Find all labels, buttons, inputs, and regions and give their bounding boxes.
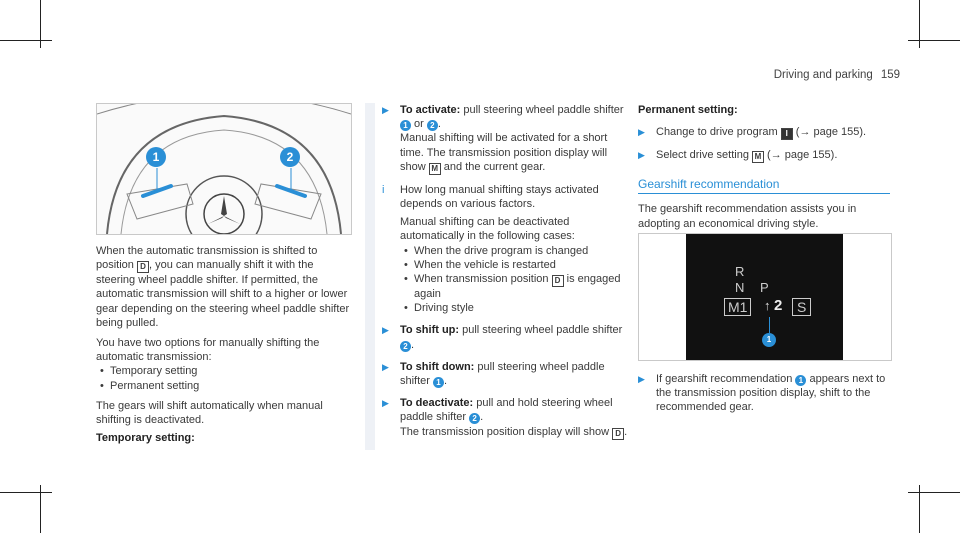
- section-title: Gearshift recommendation: [638, 177, 890, 194]
- gear-p: P: [760, 280, 769, 295]
- step-arrow-icon: ▶: [638, 127, 645, 138]
- list-item: • Driving style: [400, 301, 632, 315]
- info-icon: i: [382, 183, 385, 196]
- badge-1: 1: [762, 333, 776, 347]
- d-key-icon: D: [137, 261, 149, 273]
- list-item: • Permanent setting: [96, 379, 352, 393]
- list-item: • When the drive program is changed: [400, 244, 632, 258]
- badge-2: 2: [427, 120, 438, 131]
- column-3: [638, 103, 890, 231]
- permanent-heading: Permanent setting:: [638, 104, 738, 116]
- upshift-arrow-icon: ↑: [764, 298, 771, 313]
- callout-line: [769, 317, 770, 333]
- list-item: • When the vehicle is restarted: [400, 258, 632, 272]
- gear-recommended: 2: [774, 297, 783, 314]
- d-key-icon: D: [552, 275, 564, 287]
- gear-n: N: [735, 280, 745, 295]
- gear-s: S: [792, 298, 811, 316]
- gear-m1: M1: [724, 298, 751, 316]
- gear-display-figure: [638, 233, 892, 361]
- margin-bar: [365, 103, 375, 450]
- crop-mark: [0, 492, 52, 493]
- page-header: [774, 69, 900, 81]
- badge-2: 2: [400, 341, 411, 352]
- step-arrow-icon: ▶: [382, 398, 389, 409]
- column-3-bottom: [638, 372, 890, 423]
- gear-display-screen: [686, 234, 843, 360]
- badge-2: 2: [469, 413, 480, 424]
- steering-wheel-figure: [96, 103, 352, 235]
- step-arrow-icon: ▶: [638, 150, 645, 161]
- m-key-icon: M: [429, 163, 441, 175]
- column-1: [96, 244, 352, 445]
- badge-2: 2: [280, 147, 300, 167]
- intro-paragraph: When the automatic transmission is shifted to position D , you can manually shift it with the steering wheel paddle shifter. If permitted, the automatic transmission will shift to a higher or lower gear depending on the steering wheel paddle shifter being pulled.: [96, 245, 350, 329]
- crop-mark: [0, 40, 52, 41]
- badge-1: 1: [433, 377, 444, 388]
- header-title: Driving and parking: [773, 69, 873, 81]
- step-arrow-icon: ▶: [382, 361, 389, 372]
- badge-1: 1: [400, 120, 411, 131]
- gears-text: The gears will shift automatically when manual shifting is deactivated.: [96, 399, 323, 427]
- crop-mark: [908, 40, 960, 41]
- deactivate-step: ▶ To deactivate: pull and hold steering wheel paddle shifter 2 . The transmission position display will show D .: [382, 397, 628, 438]
- options-intro: You have two options for manually shifting the automatic transmission:: [96, 337, 320, 364]
- crop-mark: [908, 492, 960, 493]
- column-2: [382, 103, 632, 448]
- d-key-icon: D: [612, 428, 624, 440]
- activate-step: ▶ To activate: pull steering wheel paddle shifter 1 or 2 . Manual shifting will be activated for a short time. The transmission position display will show M and the current gear.: [382, 104, 624, 173]
- step-arrow-icon: ▶: [638, 374, 645, 384]
- page-number: 159: [880, 69, 900, 81]
- shift-down-step: ▶ To shift down: pull steering wheel paddle shifter 1 .: [382, 360, 605, 388]
- shift-up-step: ▶ To shift up: pull steering wheel paddle shifter 2 .: [382, 324, 623, 351]
- step-arrow-icon: ▶: [382, 105, 389, 115]
- temporary-heading: Temporary setting:: [96, 432, 195, 445]
- m-key-icon: M: [752, 151, 764, 163]
- list-item: • Temporary setting: [96, 364, 352, 378]
- gear-r: R: [735, 264, 745, 279]
- info-note: i How long manual shifting stays activated depends on various factors. Manual shifting can be deactivated automatically in the following cases: • When the drive program is changed • When the vehicle is restarted • When transmission position D is engaged again • Driving style: [382, 183, 632, 316]
- select-setting-step: ▶ Select drive setting M (→ page 155).: [638, 149, 838, 162]
- drive-program-icon: I: [781, 128, 793, 140]
- change-program-step: ▶ Change to drive program I (→ page 155).: [638, 126, 867, 139]
- badge-1: 1: [795, 375, 806, 386]
- section-text: The gearshift recommendation assists you in adopting an economical driving style.: [638, 203, 857, 230]
- list-item: • When transmission position D is engaged again: [400, 272, 632, 301]
- badge-1: 1: [146, 147, 166, 167]
- follow-recommendation-step: ▶ If gearshift recommendation 1 appears next to the transmission position display, shift to the recommended gear.: [638, 373, 886, 414]
- step-arrow-icon: ▶: [382, 325, 389, 336]
